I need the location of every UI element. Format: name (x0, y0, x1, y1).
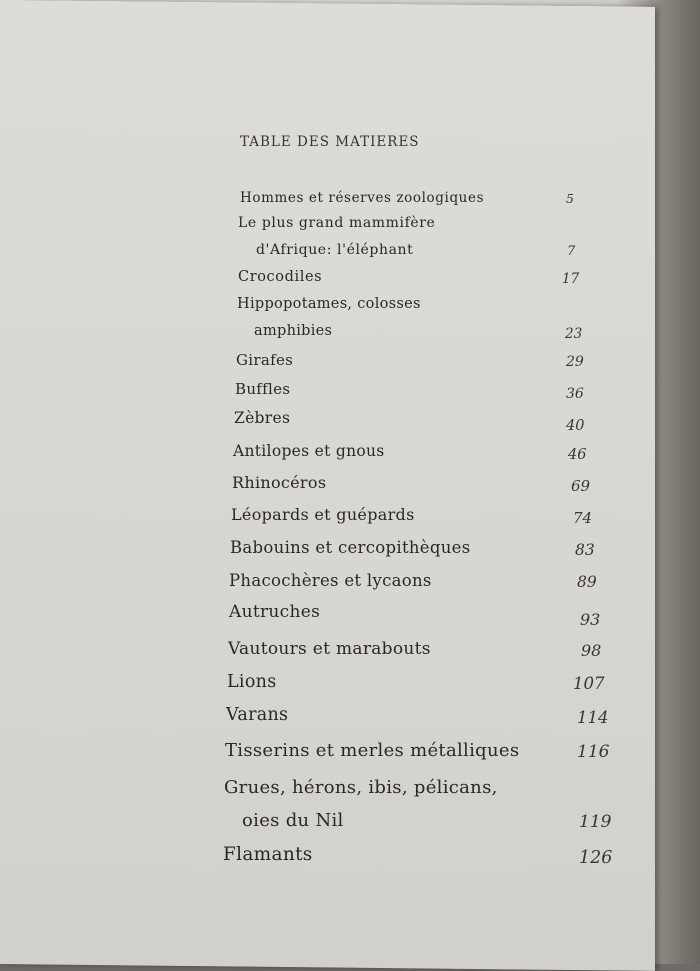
toc-entry-title: Autruches (229, 602, 321, 622)
toc-page-number: 36 (566, 386, 584, 402)
toc-page-number: 7 (567, 244, 576, 259)
toc-page-number: 46 (568, 446, 587, 463)
toc-entry-title: oies du Nil (242, 810, 344, 831)
toc-entry-title: Varans (226, 704, 289, 725)
toc-entry-title: Rhinocéros (232, 473, 327, 492)
toc-page-number: 23 (565, 325, 583, 342)
toc-page-number: 126 (579, 847, 613, 868)
toc-entry-title: Crocodiles (238, 268, 323, 285)
toc-page-number: 29 (566, 354, 584, 370)
toc-page-number: 98 (581, 641, 602, 660)
toc-entry-title: Buffles (235, 380, 291, 398)
toc-entry-title: Antilopes et gnous (233, 441, 385, 460)
toc-entry-title: Phacochères et lycaons (229, 570, 432, 590)
toc-page-number: 5 (566, 190, 574, 206)
toc-entry-title: amphibies (254, 322, 333, 339)
toc-page-number: 83 (575, 540, 595, 559)
toc-entry-title: Vautours et marabouts (228, 639, 431, 659)
toc-entry-title: Zèbres (234, 408, 291, 427)
toc-page-number: 93 (580, 610, 601, 629)
toc-page-number: 114 (577, 707, 609, 727)
toc-entry-title: Girafes (236, 351, 294, 369)
toc-page-number: 40 (566, 417, 585, 434)
toc-page-number: 107 (573, 673, 605, 693)
toc-page-number: 74 (573, 509, 593, 527)
toc-title: TABLE DES MATIERES (240, 134, 420, 150)
toc-page-number: 89 (577, 572, 597, 591)
toc-entry-title: Lions (227, 671, 277, 692)
toc-entry-title: Babouins et cercopithèques (230, 537, 471, 557)
toc-entry-title: Le plus grand mammifère (238, 215, 436, 231)
toc-page-number: 17 (562, 270, 580, 287)
toc-entry-title: Flamants (223, 843, 313, 865)
toc-page-number: 69 (571, 477, 591, 495)
toc-entry-title: Grues, hérons, ibis, pélicans, (224, 777, 498, 798)
toc-entry-title: Hommes et réserves zoologiques (240, 189, 485, 206)
toc-entry-title: Léopards et guépards (231, 505, 415, 524)
toc-entry-title: Tisserins et merles métalliques (225, 740, 520, 761)
toc-page-number: 116 (577, 742, 610, 762)
toc-page-number: 119 (579, 812, 612, 832)
toc-entry-title: Hippopotames, colosses (237, 295, 421, 312)
toc-entry-title: d'Afrique: l'éléphant (256, 242, 414, 258)
